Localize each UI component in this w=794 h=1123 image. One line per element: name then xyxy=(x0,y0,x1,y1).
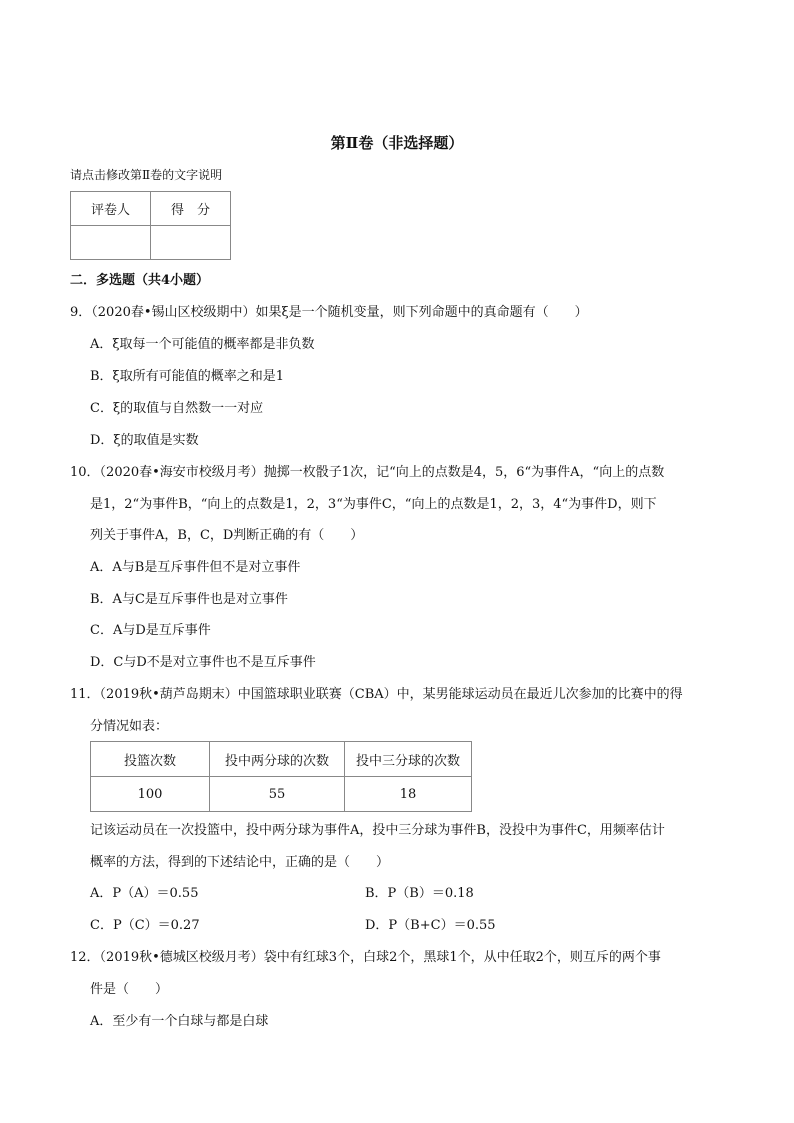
score-cell-grader[interactable] xyxy=(71,226,151,260)
question-11-option-c: C．P（C）＝0.27 xyxy=(90,918,200,933)
question-11-stem-line-2: 分情况如表： xyxy=(90,719,169,734)
question-9-option-b: B．ξ取所有可能值的概率之和是1 xyxy=(90,369,284,384)
table-header-three-pointers: 投中三分球的次数 xyxy=(345,742,472,777)
question-11-stem-line-1: 11．（2019秋•葫芦岛期末）中国篮球职业联赛（CBA）中，某男能球运动员在最近儿次参加的比赛中的得 xyxy=(70,687,683,702)
question-10-option-d: D．C与D不是对立事件也不是互斥事件 xyxy=(90,655,316,670)
question-10-stem-line-3: 列关于事件A，B，C，D判断正确的有（ ） xyxy=(90,528,364,543)
score-header-grader: 评卷人 xyxy=(71,192,151,226)
score-cell-score[interactable] xyxy=(151,226,231,260)
question-10-option-b: B．A与C是互斥事件也是对立事件 xyxy=(90,592,288,607)
question-10-option-c: C．A与D是互斥事件 xyxy=(90,623,211,638)
question-9-option-c: C．ξ的取值与自然数一一对应 xyxy=(90,401,264,416)
question-9-stem: 9．（2020春•锡山区校级期中）如果ξ是一个随机变量，则下列命题中的真命题有（ ） xyxy=(70,305,588,320)
score-header-score: 得 分 xyxy=(151,192,231,226)
score-table xyxy=(70,191,231,260)
table-cell-two-pointers: 55 xyxy=(210,777,345,812)
part-note[interactable]: 请点击修改第Ⅱ卷的文字说明 xyxy=(70,168,223,182)
question-12-stem-line-2: 件是（ ） xyxy=(90,982,169,997)
table-cell-three-pointers: 18 xyxy=(345,777,472,812)
table-header-attempts: 投篮次数 xyxy=(91,742,210,777)
section-title: 二．多选题（共4小题） xyxy=(70,273,210,288)
question-10-stem-line-1: 10．（2020春•海安市校级月考）抛掷一枚骰子1次，记“向上的点数是4，5，6“为事件A，“向上的点数 xyxy=(70,465,665,480)
table-header-two-pointers: 投中两分球的次数 xyxy=(210,742,345,777)
question-11-option-d: D．P（B+C）＝0.55 xyxy=(365,918,496,933)
table-cell-attempts: 100 xyxy=(91,777,210,812)
part-title: 第Ⅱ卷（非选择题） xyxy=(330,134,464,152)
question-11-table xyxy=(90,741,472,812)
question-11-after-line-2: 概率的方法，得到的下述结论中，正确的是（ ） xyxy=(90,855,390,870)
question-11-option-a: A．P（A）＝0.55 xyxy=(90,886,199,901)
question-9-option-d: D．ξ的取值是实数 xyxy=(90,433,199,448)
question-12-option-a: A．至少有一个白球与都是白球 xyxy=(90,1014,269,1029)
question-10-stem-line-2: 是1，2“为事件B，“向上的点数是1，2，3“为事件C，“向上的点数是1，2，3，4“为事件D，则下 xyxy=(90,497,657,512)
question-10-option-a: A．A与B是互斥事件但不是对立事件 xyxy=(90,560,301,575)
question-11-option-b: B．P（B）＝0.18 xyxy=(365,886,474,901)
question-9-option-a: A．ξ取每一个可能值的概率都是非负数 xyxy=(90,337,315,352)
question-11-after-line-1: 记该运动员在一次投篮中，投中两分球为事件A，投中三分球为事件B，没投中为事件C，用频率估计 xyxy=(90,823,665,838)
question-12-stem-line-1: 12．（2019秋•德城区校级月考）袋中有红球3个，白球2个，黑球1个，从中任取2个，则互斥的两个事 xyxy=(70,950,661,965)
